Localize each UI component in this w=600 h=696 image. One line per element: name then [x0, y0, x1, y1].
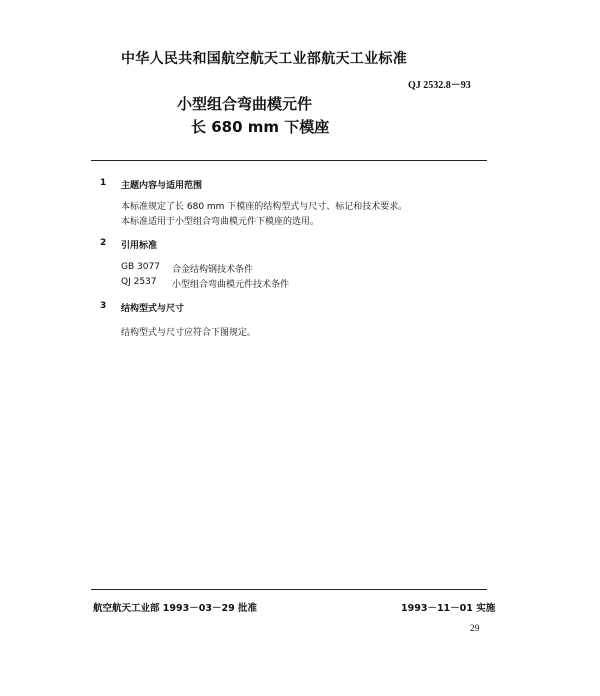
section-1-title: 主题内容与适用范围 — [121, 181, 203, 191]
issuing-organization: 中华人民共和国航空航天工业部航天工业标准 — [121, 51, 407, 67]
section-2-title: 引用标准 — [121, 241, 158, 251]
reference-1-code: GB 3077 — [121, 262, 160, 272]
header-divider — [91, 160, 487, 161]
footer-divider — [91, 589, 487, 590]
document-title-line-2: 长 680 mm 下模座 — [191, 118, 330, 136]
section-3-title: 结构型式与尺寸 — [121, 304, 185, 314]
approval-line: 航空航天工业部 1993－03－29 批准 — [93, 603, 257, 614]
section-1-number: 1 — [100, 178, 107, 188]
standard-number: QJ 2532.8－93 — [408, 80, 471, 91]
document-title-line-1: 小型组合弯曲模元件 — [177, 95, 313, 113]
section-3-number: 3 — [100, 301, 107, 311]
reference-1-name: 合金结构钢技术条件 — [172, 265, 254, 275]
section-1-paragraph-1: 本标准规定了长 680 mm 下模座的结构型式与尺寸、标记和技术要求。 — [121, 202, 408, 212]
section-2-number: 2 — [100, 238, 107, 248]
page-number: 29 — [470, 624, 480, 634]
implementation-date: 1993－11－01 实施 — [401, 603, 496, 614]
reference-2-code: QJ 2537 — [121, 277, 157, 287]
reference-2-name: 小型组合弯曲模元件技术条件 — [172, 280, 290, 290]
section-3-paragraph-1: 结构型式与尺寸应符合下图规定。 — [121, 328, 257, 338]
section-1-paragraph-2: 本标准适用于小型组合弯曲模元件下模座的选用。 — [121, 217, 320, 227]
